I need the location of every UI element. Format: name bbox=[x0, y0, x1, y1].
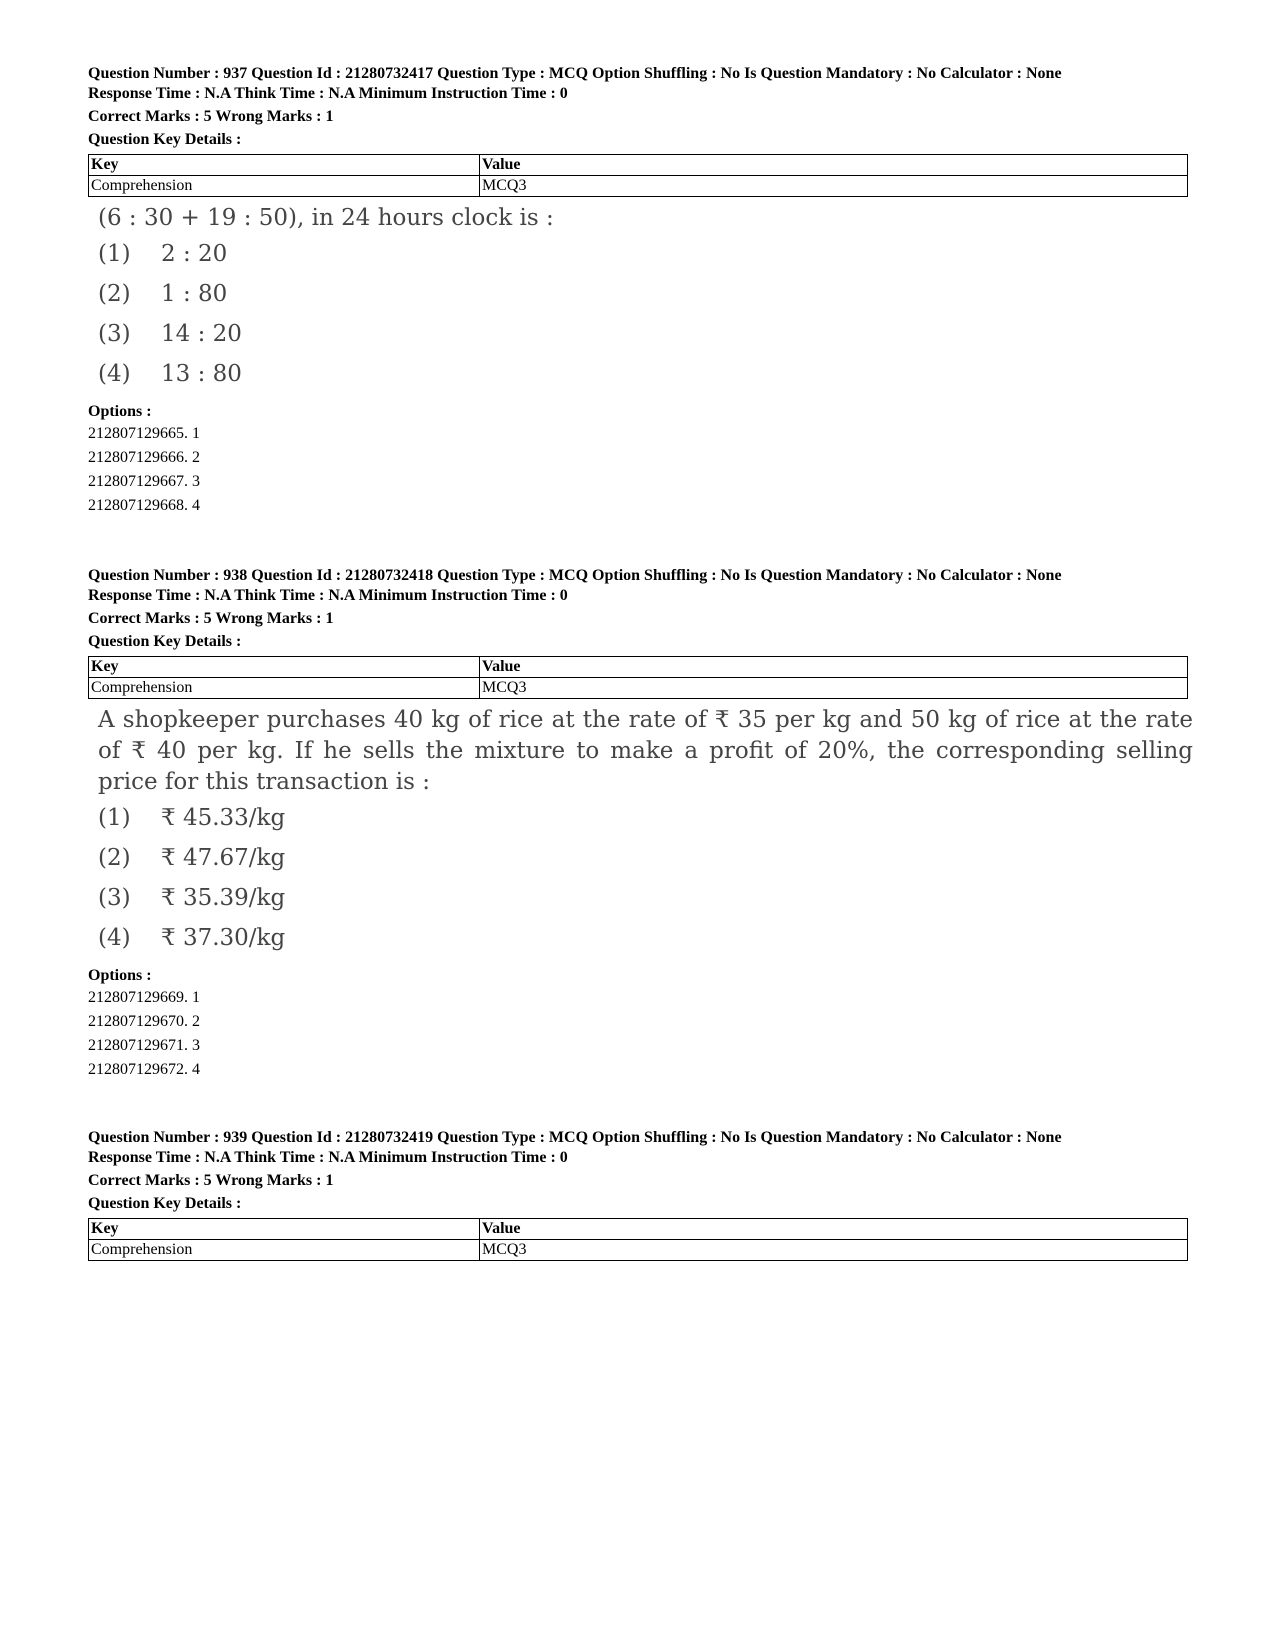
question-text: (6 : 30 + 19 : 50), in 24 hours clock is : bbox=[98, 205, 554, 231]
choice-text: 13 : 80 bbox=[161, 361, 242, 387]
choice-text: ₹ 35.39/kg bbox=[161, 885, 286, 911]
table-row bbox=[89, 678, 1188, 699]
question-image bbox=[98, 203, 1188, 394]
question-block-939 bbox=[88, 1128, 1188, 1261]
question-marks-line: Correct Marks : 5 Wrong Marks : 1 bbox=[88, 610, 334, 627]
question-block-937 bbox=[88, 64, 1188, 518]
question-text: A shopkeeper purchases 40 kg of rice at the rate of ₹ 35 per kg and 50 kg of rice at the rate of ₹ 40 per kg. If he sells the mixture to make a profit of 20%, the corresponding selling price for this transaction is : bbox=[98, 707, 1193, 795]
table-cell-key: Comprehension bbox=[89, 1240, 480, 1261]
choice-number: (1) bbox=[98, 241, 131, 267]
choice-text: ₹ 45.33/kg bbox=[161, 805, 286, 831]
choice-number: (4) bbox=[98, 361, 131, 387]
option-item: 212807129666. 2 bbox=[88, 449, 200, 466]
choice-text: 1 : 80 bbox=[161, 281, 228, 307]
option-item: 212807129670. 2 bbox=[88, 1013, 200, 1030]
option-item: 212807129668. 4 bbox=[88, 497, 200, 514]
option-item: 212807129667. 3 bbox=[88, 473, 200, 490]
question-block-938 bbox=[88, 566, 1193, 1082]
question-key-details-label: Question Key Details : bbox=[88, 1195, 242, 1212]
table-cell-key: Comprehension bbox=[89, 176, 480, 197]
question-key-table bbox=[88, 1218, 1188, 1261]
table-row bbox=[89, 1240, 1188, 1261]
option-item: 212807129672. 4 bbox=[88, 1061, 200, 1078]
choice-number: (1) bbox=[98, 805, 131, 831]
question-key-table bbox=[88, 656, 1188, 699]
question-meta-line: Question Number : 938 Question Id : 21280732418 Question Type : MCQ Option Shuffling : No Is Question Mandatory : No Calculator : None bbox=[88, 567, 1062, 584]
choice-text: ₹ 47.67/kg bbox=[161, 845, 286, 871]
table-header-key: Key bbox=[89, 1219, 480, 1240]
choice-number: (2) bbox=[98, 845, 131, 871]
question-timing-line: Response Time : N.A Think Time : N.A Minimum Instruction Time : 0 bbox=[88, 1149, 568, 1166]
choice-item bbox=[98, 918, 1188, 958]
table-cell-value: MCQ3 bbox=[480, 1240, 1188, 1261]
choice-number: (3) bbox=[98, 321, 131, 347]
question-marks-line: Correct Marks : 5 Wrong Marks : 1 bbox=[88, 1172, 334, 1189]
table-header-row bbox=[89, 155, 1188, 176]
choice-text: 2 : 20 bbox=[161, 241, 228, 267]
choice-number: (4) bbox=[98, 925, 131, 951]
choice-item bbox=[98, 354, 1188, 394]
choice-text: 14 : 20 bbox=[161, 321, 242, 347]
choice-item bbox=[98, 314, 1188, 354]
table-cell-value: MCQ3 bbox=[480, 176, 1188, 197]
table-header-value: Value bbox=[480, 155, 1188, 176]
table-cell-value: MCQ3 bbox=[480, 678, 1188, 699]
question-image bbox=[98, 705, 1193, 958]
question-key-table bbox=[88, 154, 1188, 197]
option-item: 212807129665. 1 bbox=[88, 425, 200, 442]
options-label: Options : bbox=[88, 403, 152, 420]
question-meta-line: Question Number : 937 Question Id : 21280732417 Question Type : MCQ Option Shuffling : No Is Question Mandatory : No Calculator : None bbox=[88, 65, 1062, 82]
option-item: 212807129669. 1 bbox=[88, 989, 200, 1006]
choice-item bbox=[98, 838, 1188, 878]
table-cell-key: Comprehension bbox=[89, 678, 480, 699]
question-key-details-label: Question Key Details : bbox=[88, 131, 242, 148]
choice-item bbox=[98, 274, 1188, 314]
choice-text: ₹ 37.30/kg bbox=[161, 925, 286, 951]
table-header-key: Key bbox=[89, 657, 480, 678]
choice-number: (2) bbox=[98, 281, 131, 307]
question-meta-line: Question Number : 939 Question Id : 21280732419 Question Type : MCQ Option Shuffling : No Is Question Mandatory : No Calculator : None bbox=[88, 1129, 1062, 1146]
option-item: 212807129671. 3 bbox=[88, 1037, 200, 1054]
question-marks-line: Correct Marks : 5 Wrong Marks : 1 bbox=[88, 108, 334, 125]
choice-item bbox=[98, 878, 1188, 918]
options-label: Options : bbox=[88, 967, 152, 984]
table-header-key: Key bbox=[89, 155, 480, 176]
table-header-row bbox=[89, 1219, 1188, 1240]
question-timing-line: Response Time : N.A Think Time : N.A Minimum Instruction Time : 0 bbox=[88, 587, 568, 604]
table-header-row bbox=[89, 657, 1188, 678]
choice-item bbox=[98, 798, 1188, 838]
table-row bbox=[89, 176, 1188, 197]
choice-number: (3) bbox=[98, 885, 131, 911]
table-header-value: Value bbox=[480, 1219, 1188, 1240]
choice-item bbox=[98, 234, 1188, 274]
table-header-value: Value bbox=[480, 657, 1188, 678]
question-timing-line: Response Time : N.A Think Time : N.A Minimum Instruction Time : 0 bbox=[88, 85, 568, 102]
question-key-details-label: Question Key Details : bbox=[88, 633, 242, 650]
